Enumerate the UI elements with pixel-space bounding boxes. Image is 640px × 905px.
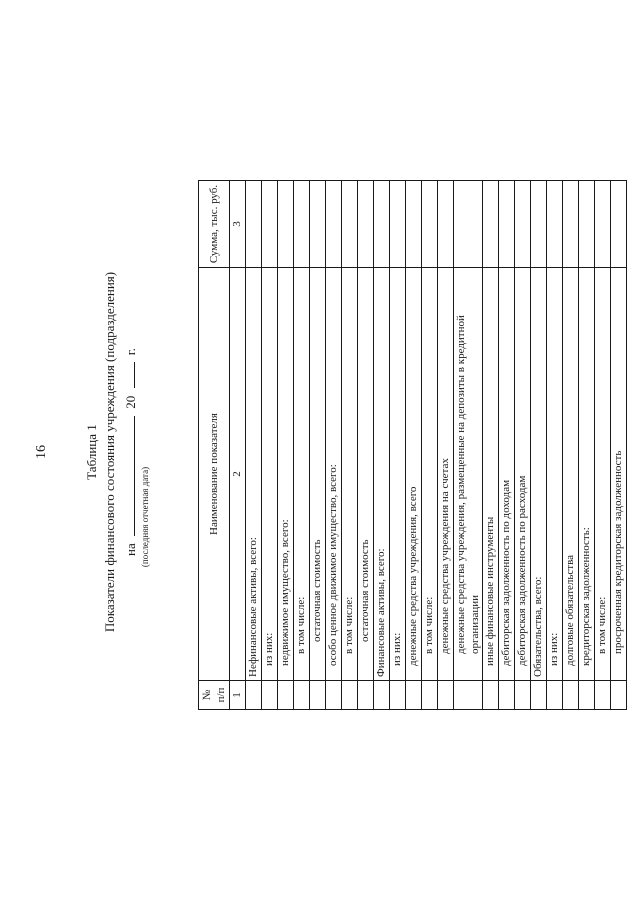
row-number-cell: [531, 681, 547, 710]
row-sum-cell: [374, 181, 390, 268]
row-sum-cell: [246, 181, 262, 268]
row-sum-cell: [342, 181, 358, 268]
table-body: [246, 181, 627, 710]
table-row: [563, 181, 579, 710]
col-index-2: 2: [230, 268, 246, 681]
table-row: [531, 181, 547, 710]
row-label-cell: из них:: [547, 268, 563, 681]
table-row: [294, 181, 310, 710]
row-label-cell: денежные средства учреждения на счетах: [438, 268, 454, 681]
row-number-cell: [310, 681, 326, 710]
header-indicator: Наименование показателя: [199, 268, 230, 681]
table-row: [326, 181, 342, 710]
row-number-cell: [483, 681, 499, 710]
row-sum-cell: [438, 181, 454, 268]
row-sum-cell: [579, 181, 595, 268]
row-number-cell: [374, 681, 390, 710]
row-sum-cell: [531, 181, 547, 268]
rotated-page: [10, 12, 630, 892]
row-label-cell: недвижимое имущество, всего:: [278, 268, 294, 681]
financial-table: [198, 180, 627, 710]
date-suffix: г.: [123, 348, 138, 356]
table-row: [483, 181, 499, 710]
table-row: [611, 181, 627, 710]
row-number-cell: [326, 681, 342, 710]
row-sum-cell: [611, 181, 627, 268]
table-row: [547, 181, 563, 710]
row-sum-cell: [326, 181, 342, 268]
row-sum-cell: [595, 181, 611, 268]
row-label-cell: остаточная стоимость: [310, 268, 326, 681]
table-row: [262, 181, 278, 710]
row-number-cell: [422, 681, 438, 710]
row-label-cell: просроченная кредиторская задолженность: [611, 268, 627, 681]
table-row: [579, 181, 595, 710]
row-label-cell: в том числе:: [422, 268, 438, 681]
row-sum-cell: [310, 181, 326, 268]
date-line: [122, 12, 139, 892]
table-row: [454, 181, 483, 710]
row-number-cell: [262, 681, 278, 710]
row-label-cell: остаточная стоимость: [358, 268, 374, 681]
row-label-cell: дебиторская задолженность по расходам: [515, 268, 531, 681]
table-row: [406, 181, 422, 710]
table-label: Таблица 1: [84, 424, 99, 480]
header-sum: Сумма, тыс. руб.: [199, 181, 230, 268]
row-label-cell: долговые обязательства: [563, 268, 579, 681]
table-row: [358, 181, 374, 710]
row-sum-cell: [515, 181, 531, 268]
row-sum-cell: [563, 181, 579, 268]
row-number-cell: [547, 681, 563, 710]
row-number-cell: [579, 681, 595, 710]
row-sum-cell: [262, 181, 278, 268]
table-row: [438, 181, 454, 710]
table-row: [278, 181, 294, 710]
date-hint: (последняя отчетная дата): [140, 466, 150, 568]
table-row: [310, 181, 326, 710]
row-label-cell: в том числе:: [595, 268, 611, 681]
row-number-cell: [278, 681, 294, 710]
row-number-cell: [438, 681, 454, 710]
page-title: Показатели финансового состояния учреждения (подразделения): [102, 271, 117, 633]
table-row: [374, 181, 390, 710]
row-label-cell: денежные средства учреждения, размещенные на депозиты в кредитной организации: [454, 268, 483, 681]
row-sum-cell: [483, 181, 499, 268]
row-sum-cell: [358, 181, 374, 268]
row-sum-cell: [454, 181, 483, 268]
row-label-cell: иные финансовые инструменты: [483, 268, 499, 681]
date-blank: [122, 416, 135, 536]
row-label-cell: из них:: [262, 268, 278, 681]
row-sum-cell: [422, 181, 438, 268]
header-number: № п/п: [199, 681, 230, 710]
row-label-cell: из них:: [390, 268, 406, 681]
row-number-cell: [611, 681, 627, 710]
row-number-cell: [294, 681, 310, 710]
table-row: [246, 181, 262, 710]
date-prefix: на: [123, 543, 138, 556]
table-row: [595, 181, 611, 710]
row-number-cell: [390, 681, 406, 710]
row-label-cell: Обязательства, всего:: [531, 268, 547, 681]
row-sum-cell: [499, 181, 515, 268]
year-blank: [122, 362, 135, 388]
row-sum-cell: [278, 181, 294, 268]
row-label-cell: кредиторская задолженность:: [579, 268, 595, 681]
table-row: [515, 181, 531, 710]
col-index-3: 3: [230, 181, 246, 268]
row-number-cell: [342, 681, 358, 710]
row-number-cell: [454, 681, 483, 710]
date-year-prefix: 20: [123, 395, 138, 409]
row-number-cell: [499, 681, 515, 710]
row-sum-cell: [547, 181, 563, 268]
row-sum-cell: [406, 181, 422, 268]
table-row: [422, 181, 438, 710]
row-label-cell: дебиторская задолженность по доходам: [499, 268, 515, 681]
page-number: 16: [34, 445, 49, 459]
row-label-cell: особо ценное движимое имущество, всего:: [326, 268, 342, 681]
table-row: [390, 181, 406, 710]
row-number-cell: [595, 681, 611, 710]
row-number-cell: [563, 681, 579, 710]
row-number-cell: [358, 681, 374, 710]
column-index-row: [230, 181, 246, 710]
table-header-row: [199, 181, 230, 710]
table-row: [342, 181, 358, 710]
row-sum-cell: [294, 181, 310, 268]
row-label-cell: Финансовые активы, всего:: [374, 268, 390, 681]
row-number-cell: [406, 681, 422, 710]
table-row: [499, 181, 515, 710]
row-sum-cell: [390, 181, 406, 268]
row-number-cell: [515, 681, 531, 710]
row-label-cell: Нефинансовые активы, всего:: [246, 268, 262, 681]
row-label-cell: денежные средства учреждения, всего: [406, 268, 422, 681]
col-index-1: 1: [230, 681, 246, 710]
row-number-cell: [246, 681, 262, 710]
row-label-cell: в том числе:: [294, 268, 310, 681]
row-label-cell: в том числе:: [342, 268, 358, 681]
